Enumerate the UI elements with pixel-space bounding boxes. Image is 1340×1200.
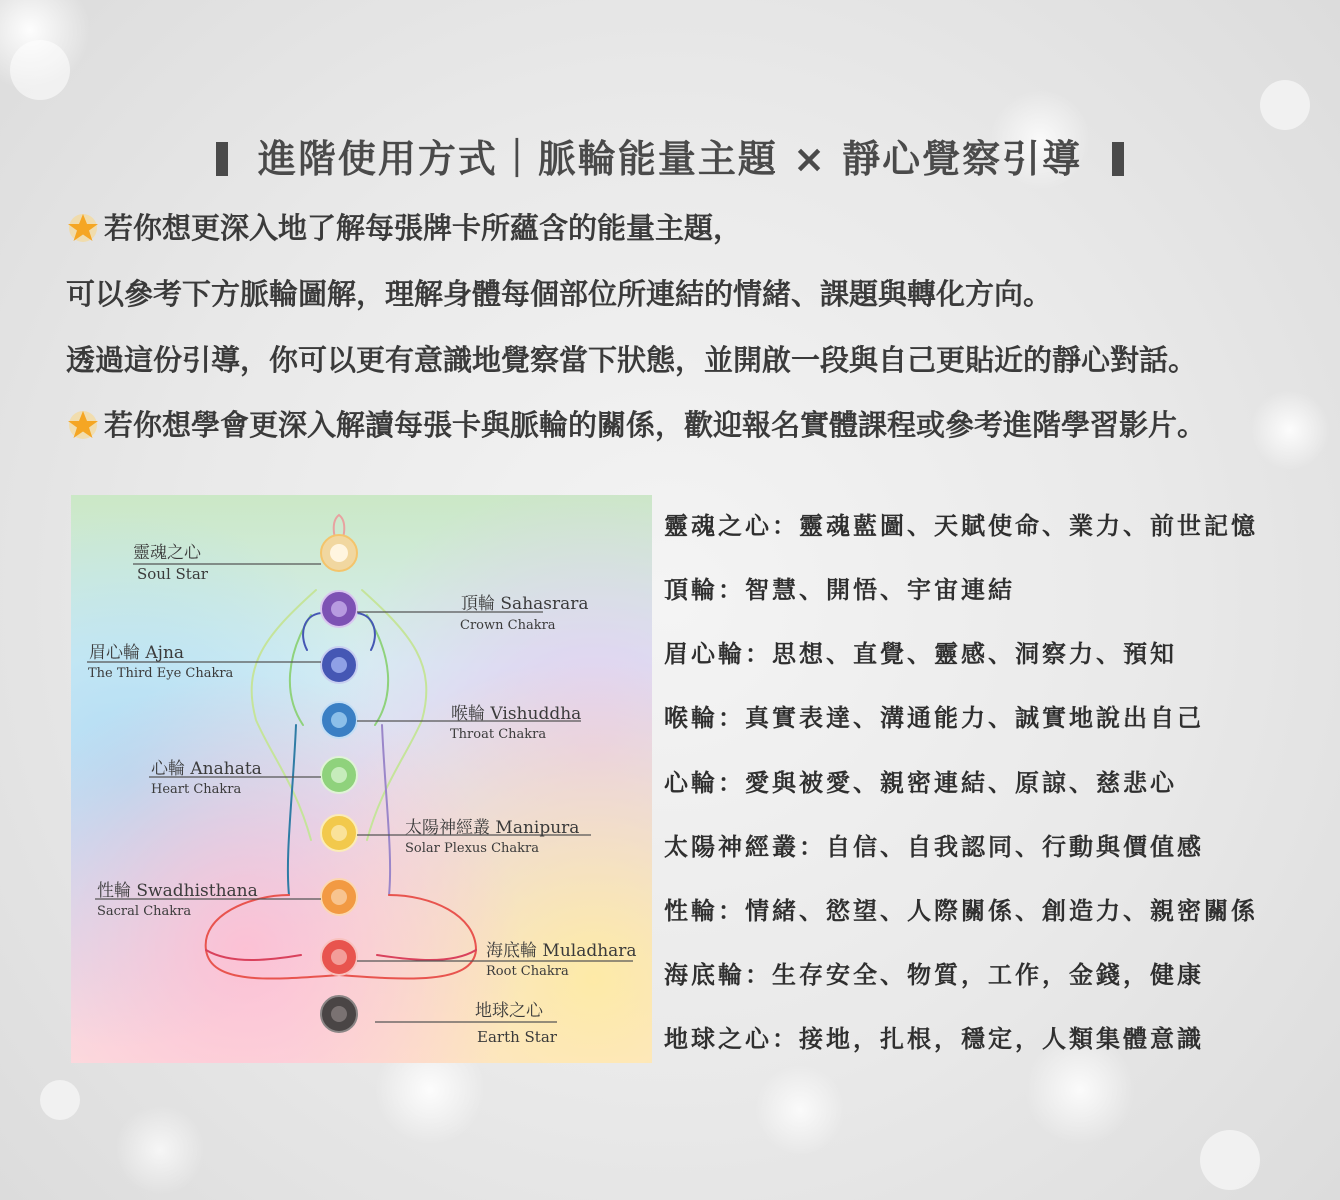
crown-sub: Crown Chakra <box>460 618 556 633</box>
earth-star-sub: Earth Star <box>477 1028 557 1046</box>
soul-star-label: 靈魂之心 <box>133 543 201 563</box>
intro-text-3: 透過這份引導，你可以更有意識地覺察當下狀態，並開啟一段與自己更貼近的靜心對話。 <box>66 343 1198 377</box>
star-icon <box>66 211 100 245</box>
solar-plexus-sub: Solar Plexus Chakra <box>405 841 540 856</box>
sacral-label: 性輪 Swadhisthana <box>97 881 258 901</box>
earth-star-label: 地球之心 <box>475 1001 543 1021</box>
intro-line-4 <box>66 403 1206 444</box>
meaning-heart: 心輪：愛與被愛、親密連結、原諒、慈悲心 <box>664 769 1177 797</box>
bokeh-decoration <box>10 40 70 100</box>
intro-line-2 <box>66 272 1052 313</box>
root-sub: Root Chakra <box>486 964 569 979</box>
soul-star-sub: Soul Star <box>137 565 208 583</box>
title-text: 進階使用方式｜脈輪能量主題 × 靜心覺察引導 <box>257 137 1083 181</box>
title-right-bar <box>1112 142 1124 176</box>
intro-line-3 <box>66 338 1197 379</box>
meaning-sacral: 性輪：情緒、慾望、人際關係、創造力、親密關係 <box>664 897 1258 925</box>
third-eye-sub: The Third Eye Chakra <box>88 666 234 681</box>
meaning-earth-star: 地球之心：接地，扎根，穩定，人類集體意識 <box>664 1025 1204 1053</box>
root-label: 海底輪 Muladhara <box>486 941 637 961</box>
meaning-crown: 頂輪：智慧、開悟、宇宙連結 <box>664 576 1015 604</box>
star-icon <box>66 408 100 442</box>
throat-sub: Throat Chakra <box>450 727 547 742</box>
intro-text-1: 若你想更深入地了解每張牌卡所蘊含的能量主題， <box>104 211 743 245</box>
intro-text-2: 可以參考下方脈輪圖解，理解身體每個部位所連結的情緒、課題與轉化方向。 <box>66 277 1053 311</box>
meaning-third-eye: 眉心輪：思想、直覺、靈感、洞察力、預知 <box>664 640 1177 668</box>
intro-line-1 <box>66 206 742 247</box>
heart-sub: Heart Chakra <box>151 782 242 797</box>
throat-label: 喉輪 Vishuddha <box>451 704 582 724</box>
chakra-diagram <box>71 495 652 1063</box>
title-left-bar <box>216 142 228 176</box>
heart-label: 心輪 Anahata <box>151 759 262 779</box>
page-title <box>0 128 1340 183</box>
meaning-throat: 喉輪：真實表達、溝通能力、誠實地說出自己 <box>664 704 1204 732</box>
meaning-root: 海底輪：生存安全、物質，工作，金錢，健康 <box>664 961 1204 989</box>
crown-label: 頂輪 Sahasrara <box>461 594 589 614</box>
third-eye-label: 眉心輪 Ajna <box>89 643 185 663</box>
meaning-solar-plexus: 太陽神經叢：自信、自我認同、行動與價值感 <box>664 833 1204 861</box>
intro-text-4: 若你想學會更深入解讀每張卡與脈輪的關係，歡迎報名實體課程或參考進階學習影片。 <box>104 408 1207 442</box>
bokeh-decoration <box>40 1080 80 1120</box>
meaning-soul-star: 靈魂之心：靈魂藍圖、天賦使命、業力、前世記憶 <box>664 512 1258 540</box>
bokeh-decoration <box>1200 1130 1260 1190</box>
bokeh-decoration <box>1260 80 1310 130</box>
chakra-circles <box>321 535 357 1032</box>
solar-plexus-label: 太陽神經叢 Manipura <box>405 818 580 838</box>
sacral-sub: Sacral Chakra <box>97 904 192 919</box>
